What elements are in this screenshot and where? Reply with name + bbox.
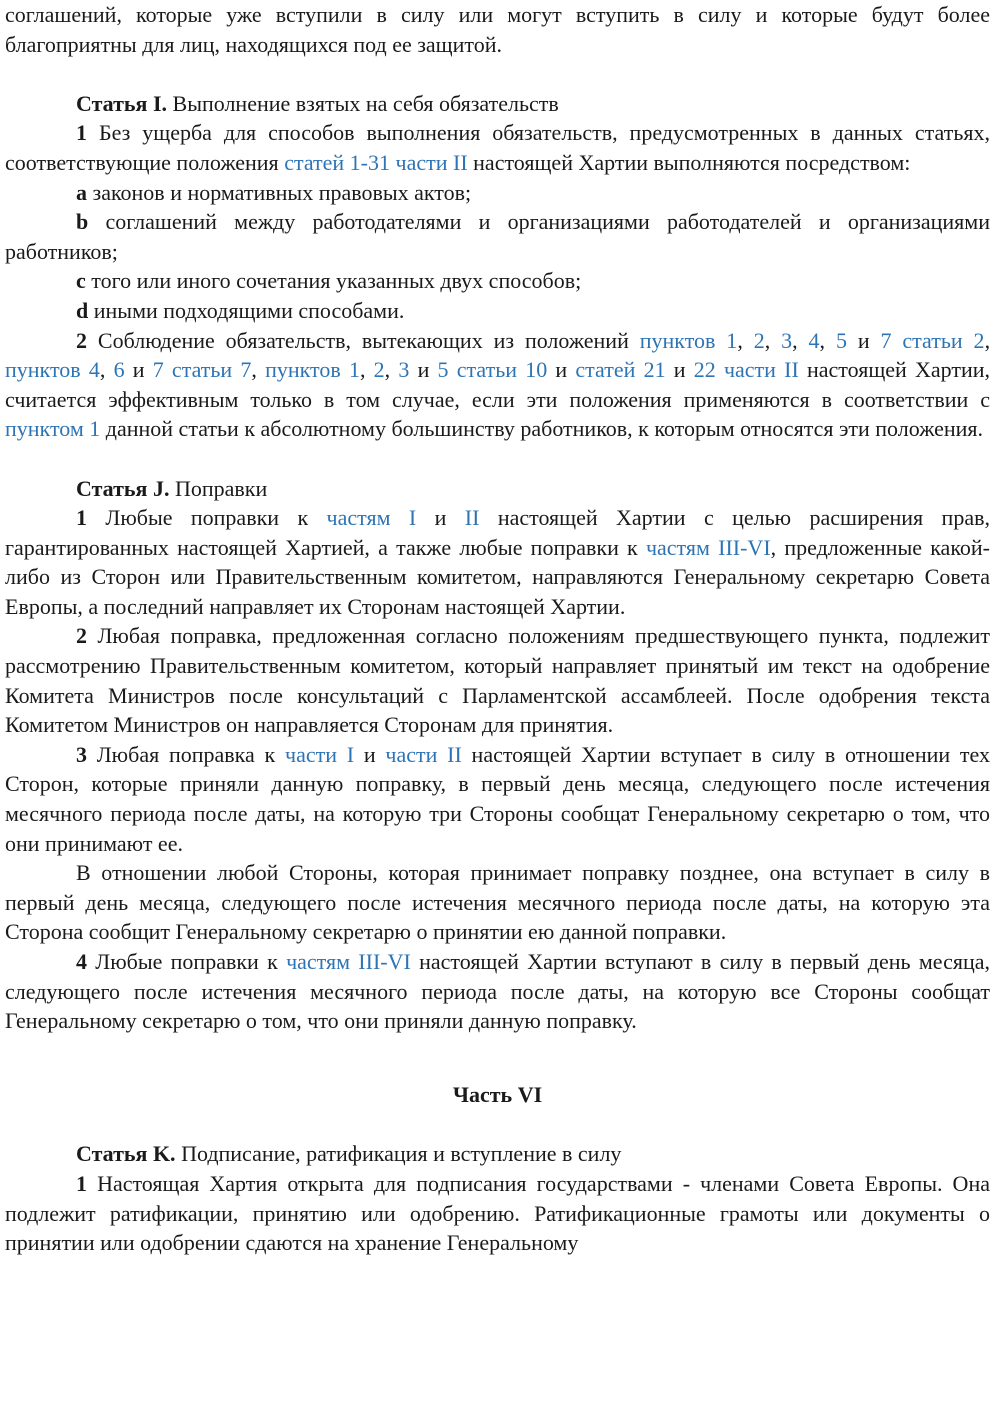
- paragraph-text: иными подходящими способами.: [88, 297, 405, 323]
- bold-label: 2: [76, 327, 87, 353]
- paragraph-text: Часть VI: [452, 1081, 543, 1107]
- document-page: [5, 0, 990, 1258]
- paragraph: [5, 947, 990, 1036]
- paragraph-text: и: [354, 741, 386, 767]
- paragraph-text: и: [416, 505, 465, 531]
- paragraph-text: законов и нормативных правовых актов;: [87, 179, 472, 205]
- cross-reference-link[interactable]: пунктов 1: [639, 327, 738, 353]
- cross-reference-link[interactable]: 5 статьи 10: [437, 357, 548, 383]
- paragraph-text: Соблюдение обязательств, вытекающих из положений: [87, 327, 640, 353]
- bold-label: c: [76, 268, 86, 294]
- paragraph-text: и: [124, 357, 153, 383]
- paragraph-text: Подписание, ратификация и вступление в силу: [175, 1141, 622, 1167]
- paragraph-text: соглашений между работодателями и организациями работодателей и организациями работников;: [5, 209, 990, 264]
- paragraph: [5, 296, 990, 326]
- paragraph: [5, 178, 990, 208]
- paragraph: [5, 858, 990, 947]
- paragraph-text: Поправки: [169, 475, 268, 501]
- paragraph-text: ,: [984, 327, 991, 353]
- cross-reference-link[interactable]: 7 статьи 7: [152, 357, 252, 383]
- bold-label: 1: [76, 505, 87, 531]
- paragraph-text: того или иного сочетания указанных двух способов;: [85, 268, 582, 294]
- paragraph-text: и: [409, 357, 438, 383]
- cross-reference-link[interactable]: 2: [373, 357, 385, 383]
- cross-reference-link[interactable]: части I: [285, 741, 355, 767]
- cross-reference-link[interactable]: пунктов 1: [265, 357, 360, 383]
- bold-label: b: [76, 209, 89, 235]
- paragraph-text: Без ущерба для способов выполнения обязательств, предусмотренных в данных статьях, соответствующие положения: [5, 120, 990, 175]
- paragraph-text: В отношении любой Стороны, которая принимает поправку позднее, она вступает в силу в первый день месяца, следующего после истечения месячного периода после даты, на которую эта Сторона сообщит Генеральному секретарю о принятии ею данной поправки.: [5, 860, 990, 945]
- paragraph: [5, 0, 990, 59]
- paragraph-text: Любые поправки к: [87, 949, 287, 974]
- cross-reference-link[interactable]: 22 части II: [693, 357, 799, 383]
- paragraph: [5, 118, 990, 177]
- bold-label: d: [76, 297, 89, 323]
- cross-reference-link[interactable]: 7 статьи 2: [880, 327, 985, 353]
- paragraph-text: Любая поправка к: [87, 741, 285, 767]
- cross-reference-link[interactable]: 4: [808, 327, 820, 353]
- cross-reference-link[interactable]: 6: [113, 357, 125, 383]
- paragraph-text: настоящей Хартии с целью расширения прав, гарантированных настоящей Хартией, а также любые поправки к: [5, 505, 990, 560]
- cross-reference-link[interactable]: пунктов 4: [5, 357, 100, 383]
- paragraph-text: настоящей Хартии вступает в силу в отношении тех Сторон, которые приняли данную поправку, в первый день месяца, следующего после истечения месячного периода после даты, на которую три Стороны сообщат Генеральному секретарю о том, что они принимают ее.: [5, 741, 990, 856]
- cross-reference-link[interactable]: 2: [753, 327, 765, 353]
- paragraph-text: Любая поправка, предложенная согласно положениям предшествующего пункта, подлежит рассмотрению Правительственным комитетом, который направляет принятый им текст на одобрение Комитета Министров после консультаций с Парламентской ассамблеей. После одобрения текста Комитетом Министров он направляется Сторонам для принятия.: [5, 623, 990, 738]
- paragraph-text: данной статьи к абсолютному большинству работников, к которым относятся эти положения.: [100, 416, 984, 442]
- paragraph: [5, 621, 990, 739]
- paragraph: [5, 207, 990, 266]
- paragraph: [5, 266, 990, 296]
- cross-reference-link[interactable]: частям III-VI: [645, 534, 771, 560]
- paragraph-text: ,: [819, 327, 836, 353]
- paragraph: [5, 503, 990, 621]
- paragraph: [5, 89, 990, 119]
- paragraph-text: ,: [737, 327, 754, 353]
- paragraph: [5, 1139, 990, 1169]
- cross-reference-link[interactable]: статей 21: [575, 357, 666, 383]
- bold-label: a: [76, 179, 87, 205]
- cross-reference-link[interactable]: частям I: [326, 505, 417, 531]
- paragraph-text: ,: [764, 327, 782, 353]
- paragraph-text: ,: [359, 357, 374, 383]
- paragraph-text: настоящей Хартии, считается эффективным только в том случае, если эти положения применяются в соответствии с: [5, 357, 991, 412]
- bold-label: Статья J.: [76, 475, 170, 501]
- cross-reference-link[interactable]: 3: [781, 327, 793, 353]
- bold-label: 1: [76, 120, 87, 146]
- bold-label: Статья K.: [76, 1141, 176, 1167]
- bold-label: 2: [76, 623, 87, 649]
- bold-label: 1: [76, 1170, 87, 1196]
- paragraph-text: ,: [99, 357, 114, 383]
- paragraph: [5, 474, 990, 504]
- paragraph-text: и: [665, 357, 694, 383]
- bold-label: Статья I.: [76, 90, 168, 116]
- paragraph-text: и: [547, 357, 576, 383]
- paragraph-text: настоящей Хартии выполняются посредством:: [467, 149, 911, 175]
- cross-reference-link[interactable]: статей 1-31: [284, 149, 391, 175]
- paragraph-text: и: [846, 327, 881, 353]
- paragraph: [5, 740, 990, 858]
- paragraph-text: ,: [251, 357, 266, 383]
- cross-reference-link[interactable]: 3: [398, 357, 410, 383]
- cross-reference-link[interactable]: пунктом 1: [5, 416, 101, 442]
- paragraph-text: соглашений, которые уже вступили в силу или могут вступить в силу и которые будут более благоприятны для лиц, находящихся под ее защитой.: [5, 2, 990, 57]
- paragraph: [5, 1169, 990, 1258]
- cross-reference-link[interactable]: 5: [835, 327, 847, 353]
- paragraph-text: ,: [384, 357, 399, 383]
- paragraph-text: Любые поправки к: [87, 505, 327, 531]
- part-heading: [5, 1080, 990, 1110]
- cross-reference-link[interactable]: частям III-VI: [286, 949, 411, 974]
- paragraph-text: настоящей Хартии вступают в силу в первый день месяца, следующего после истечения месячного периода после даты, на которую все Стороны сообщат Генеральному секретарю о том, что они приняли данную поправку.: [5, 949, 990, 1034]
- cross-reference-link[interactable]: II: [464, 505, 480, 531]
- cross-reference-link[interactable]: части II: [395, 149, 468, 175]
- paragraph-text: Настоящая Хартия открыта для подписания государствами - членами Совета Европы. Она подлежит ратификации, принятию или одобрению. Ратификационные грамоты или документы о принятии или одобрении сдаются на хранение Генеральному: [5, 1170, 990, 1256]
- paragraph: [5, 326, 990, 444]
- cross-reference-link[interactable]: части II: [385, 741, 462, 767]
- paragraph-text: Выполнение взятых на себя обязательств: [167, 90, 559, 116]
- bold-label: 3: [76, 741, 87, 767]
- paragraph-text: ,: [792, 327, 809, 353]
- paragraph-text: , предложенные какой-либо из Сторон или Правительственным комитетом, направляются Генеральному секретарю Совета Европы, а последний направляет их Сторонам настоящей Хартии.: [5, 534, 990, 619]
- bold-label: 4: [76, 949, 87, 974]
